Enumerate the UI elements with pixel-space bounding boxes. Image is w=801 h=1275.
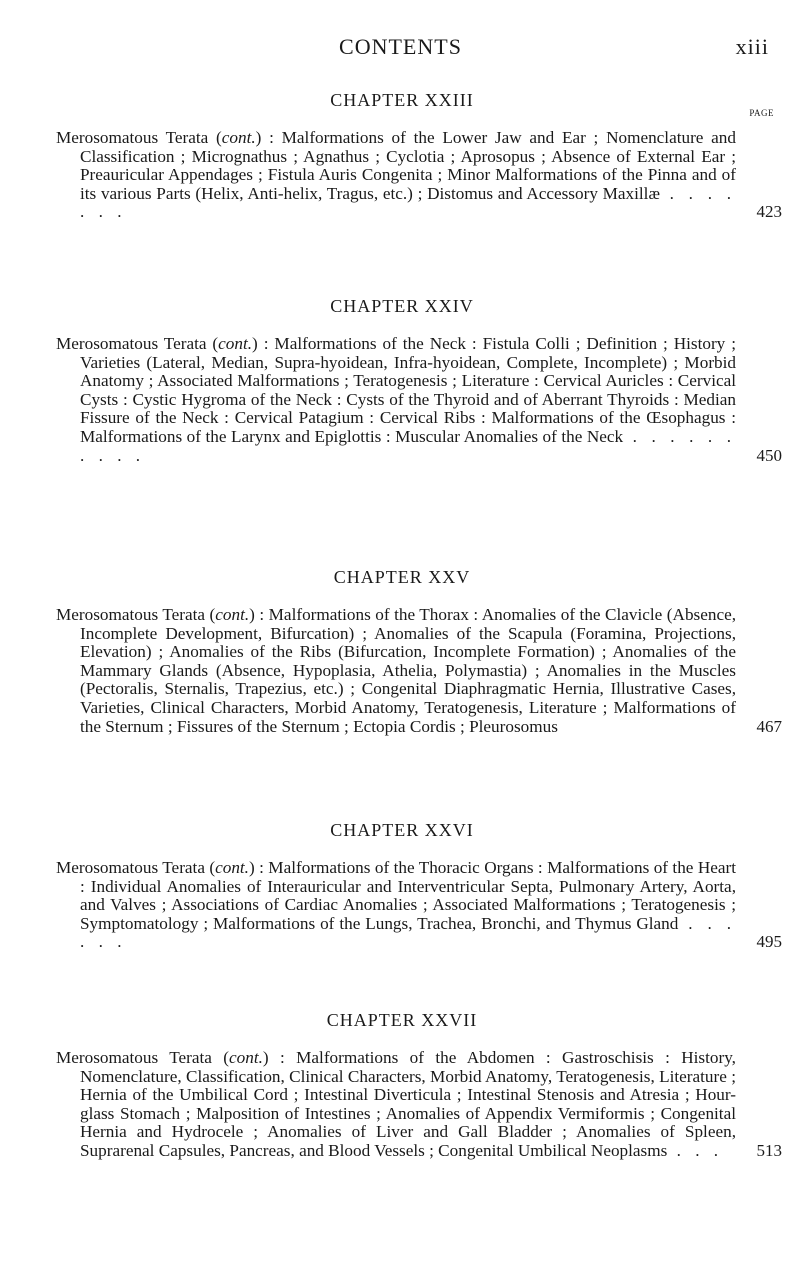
running-head [0, 10, 801, 59]
page-number: 423 [756, 202, 782, 222]
chapter-heading: CHAPTER XXIII [330, 90, 474, 110]
chapter-summary: Merosomatous Terata (cont.) : Malformations of the Neck : Fistula Colli ; Definition ; History ; Varieties (Lateral, Median, Supra-hyoidean, Infra-hyoidean, Complete, Incomplete) ; Morbid Anatomy ; Associated Malformations ; Teratogenesis ; Literature : Cervical Auricles : Cervical Cysts : Cystic Hygroma of the Neck : Cysts of the Thyroid and of Aberrant Thyroids : Median Fissure of the Neck : Cervical Patagium : Cervical Ribs : Malformations of the Œsophagus : Malformations of the Larynx and Epiglottis : Muscular Anomalies of the Neck . . . . . . . . . . [56, 334, 736, 465]
chapter-summary: Merosomatous Terata (cont.) : Malformations of the Thoracic Organs : Malformations of the Heart : Individual Anomalies of Interauricular and Interventricular Septa, Pulmonary Artery, Aorta, and Valves ; Associations of Cardiac Anomalies ; Associated Malformations ; Teratogenesis ; Symptomatology ; Malformations of the Lungs, Trachea, Bronchi, and Thymus Gland . . . . . . [56, 858, 736, 952]
chapter-heading: CHAPTER XXV [333, 567, 471, 587]
toc-entry-chapter-26 [56, 820, 782, 952]
dot-leader: . . . . . . [80, 913, 736, 952]
toc-entry-chapter-27 [56, 1010, 782, 1161]
page-number: 495 [756, 932, 782, 952]
page-number: 513 [756, 1140, 782, 1160]
toc-entry-chapter-23 [56, 90, 782, 222]
chapter-summary: Merosomatous Terata (cont.) : Malformations of the Abdomen : Gastroschisis : History, Nomenclature, Classification, Clinical Characters, Morbid Anatomy, Teratogenesis, Literature ; Hernia of the Umbilical Cord ; Intestinal Diverticula ; Intestinal Stenosis and Atresia ; Hour-glass Stomach ; Malposition of Intestines ; Anomalies of Appendix Vermiformis ; Congenital Hernia and Hydrocele ; Anomalies of Liver and Gall Bladder ; Anomalies of Spleen, Suprarenal Capsules, Pancreas, and Blood Vessels ; Congenital Umbilical Neoplasms . . . [56, 1048, 736, 1160]
running-title: CONTENTS [339, 34, 462, 59]
chapter-heading: CHAPTER XXVI [330, 820, 474, 840]
dot-leader: . . . . . . . [80, 183, 737, 222]
page-number: 450 [756, 445, 782, 465]
chapter-summary: Merosomatous Terata (cont.) : Malformations of the Lower Jaw and Ear ; Nomenclature and Classification ; Micrognathus ; Agnathus ; Cyclotia ; Aprosopus ; Absence of External Ear ; Preauricular Appendages ; Fistula Auris Congenita ; Minor Malformations of the Pinna and of its various Parts (Helix, Anti-helix, Tragus, etc.) ; Distomus and Accessory Maxillæ . . . . . . . [56, 128, 737, 222]
page-column-label: PAGE [749, 108, 774, 118]
toc-entry-chapter-25 [56, 567, 782, 736]
page-number: 467 [756, 716, 782, 736]
chapter-heading: CHAPTER XXVII [326, 1010, 478, 1030]
dot-leader: . . . . . . . . . . [80, 426, 736, 465]
toc-entry-chapter-24 [56, 296, 782, 465]
dot-leader: . . . [667, 1140, 724, 1160]
chapter-summary: Merosomatous Terata (cont.) : Malformations of the Thorax : Anomalies of the Clavicle (Absence, Incomplete Development, Bifurcation) ; Anomalies of the Scapula (Foramina, Projections, Elevation) ; Anomalies of the Ribs (Bifurcation, Incomplete Formation) ; Anomalies of the Mammary Glands (Absence, Hypoplasia, Athelia, Polymastia) ; Anomalies in the Muscles (Pectoralis, Sternalis, Trapezius, etc.) ; Congenital Diaphragmatic Hernia, Illustrative Cases, Varieties, Clinical Characters, Morbid Anatomy, Teratogenesis, Literature ; Malformations of the Sternum ; Fissures of the Sternum ; Ectopia Cordis ; Pleurosomus [56, 605, 737, 736]
chapter-heading: CHAPTER XXIV [330, 296, 474, 316]
folio: xiii [735, 34, 769, 59]
